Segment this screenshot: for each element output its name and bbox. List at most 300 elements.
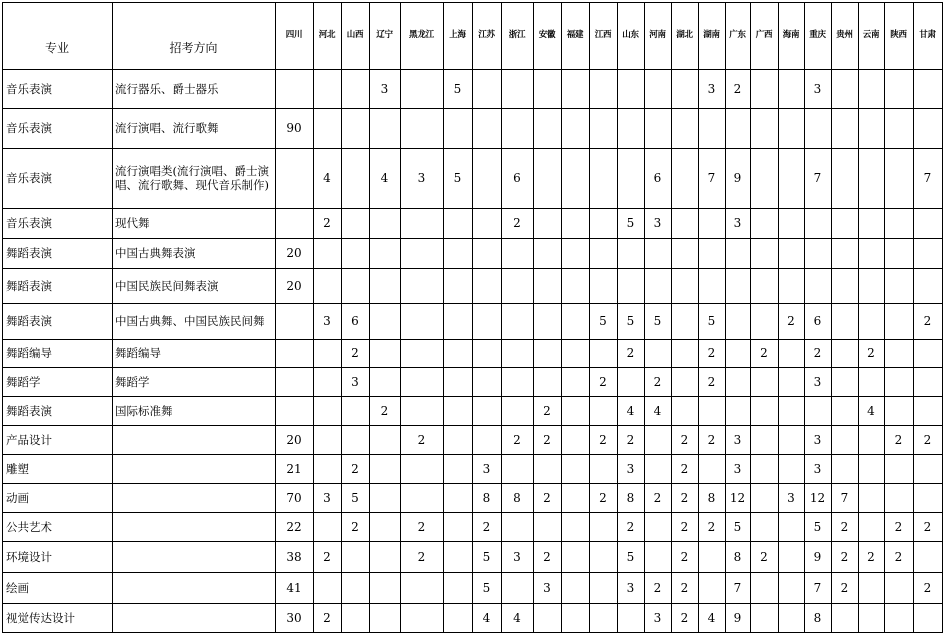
direction-cell: 流行演唱类(流行演唱、爵士演唱、流行歌舞、现代音乐制作) [115, 164, 269, 192]
header-province: 陕西 [890, 30, 907, 40]
quota-cell [858, 238, 884, 268]
quota-cell [750, 208, 778, 238]
major-cell: 雕塑 [6, 461, 29, 476]
quota-cell [750, 303, 778, 339]
quota-cell: 2 [840, 549, 849, 564]
quota-cell: 7 [733, 580, 742, 595]
quota-cell [913, 208, 942, 238]
quota-cell: 2 [840, 580, 849, 595]
quota-cell [617, 238, 644, 268]
direction-cell [112, 454, 275, 483]
quota-cell [750, 108, 778, 148]
quota-cell [400, 396, 443, 425]
quota-cell [858, 603, 884, 632]
quota-cell [884, 303, 913, 339]
quota-cell [443, 396, 472, 425]
quota-cell: 3 [653, 610, 662, 625]
quota-cell [369, 108, 400, 148]
quota-cell [443, 541, 472, 572]
quota-cell [778, 425, 804, 454]
direction-cell: 舞蹈编导 [115, 346, 161, 360]
quota-cell [884, 268, 913, 303]
quota-cell: 2 [680, 490, 689, 505]
quota-cell [341, 603, 369, 632]
header-direction: 招考方向 [169, 41, 218, 55]
quota-cell: 3 [813, 432, 822, 447]
major-cell: 环境设计 [6, 549, 52, 564]
direction-cell [112, 572, 275, 603]
quota-cell: 20 [286, 278, 302, 293]
quota-cell [725, 303, 750, 339]
quota-cell [533, 108, 561, 148]
quota-cell [400, 208, 443, 238]
quota-cell: 2 [923, 432, 932, 447]
quota-cell [698, 541, 725, 572]
quota-cell: 2 [760, 549, 768, 564]
quota-cell [778, 208, 804, 238]
quota-cell [341, 208, 369, 238]
quota-cell [341, 108, 369, 148]
quota-cell [671, 396, 698, 425]
quota-cell [589, 339, 617, 367]
quota-cell [589, 512, 617, 541]
quota-cell [831, 396, 858, 425]
quota-cell [725, 367, 750, 396]
quota-cell: 2 [380, 403, 389, 418]
quota-cell [533, 69, 561, 108]
quota-cell [778, 367, 804, 396]
quota-cell: 2 [680, 519, 689, 534]
quota-cell: 2 [323, 549, 331, 564]
quota-cell [501, 339, 533, 367]
quota-cell: 4 [626, 403, 635, 418]
quota-cell [443, 303, 472, 339]
quota-cell [671, 69, 698, 108]
header-province: 云南 [862, 30, 880, 40]
quota-cell: 2 [323, 610, 331, 625]
quota-cell [617, 108, 644, 148]
grid-line-horizontal [2, 425, 943, 426]
quota-cell [778, 238, 804, 268]
grid-line-vertical [112, 2, 113, 633]
quota-cell [561, 303, 589, 339]
quota-cell [561, 208, 589, 238]
quota-cell: 4 [653, 403, 662, 418]
direction-cell: 流行器乐、爵士器乐 [115, 81, 219, 96]
quota-cell: 3 [813, 374, 822, 389]
quota-cell [443, 238, 472, 268]
quota-cell [778, 148, 804, 208]
quota-cell: 3 [787, 490, 795, 505]
major-cell: 视觉传达设计 [6, 610, 75, 625]
quota-cell [778, 603, 804, 632]
quota-cell [472, 396, 501, 425]
quota-cell [671, 208, 698, 238]
grid-line-horizontal [2, 69, 943, 70]
quota-cell [750, 483, 778, 512]
quota-cell [884, 108, 913, 148]
quota-cell [644, 512, 671, 541]
quota-cell [313, 238, 341, 268]
major-cell: 音乐表演 [6, 216, 52, 230]
quota-cell: 12 [729, 490, 746, 505]
quota-cell: 3 [351, 374, 359, 389]
quota-cell [589, 268, 617, 303]
header-province: 四川 [285, 30, 303, 40]
quota-cell: 5 [453, 171, 462, 185]
quota-cell: 3 [513, 549, 521, 564]
quota-cell [589, 541, 617, 572]
quota-cell [369, 339, 400, 367]
quota-cell [400, 303, 443, 339]
quota-cell [501, 454, 533, 483]
quota-cell: 8 [733, 549, 742, 564]
quota-cell [913, 69, 942, 108]
quota-cell: 2 [680, 580, 689, 595]
grid-line-vertical [778, 2, 779, 633]
grid-line-vertical [369, 2, 370, 633]
grid-line-vertical [443, 2, 444, 633]
quota-cell [858, 69, 884, 108]
quota-cell: 2 [894, 549, 903, 564]
quota-cell: 3 [813, 81, 822, 96]
quota-cell [501, 108, 533, 148]
quota-cell [750, 425, 778, 454]
quota-cell [858, 303, 884, 339]
quota-cell [858, 208, 884, 238]
quota-cell: 4 [323, 171, 331, 185]
quota-cell [884, 208, 913, 238]
quota-cell [400, 367, 443, 396]
grid-line-horizontal [2, 108, 943, 109]
quota-cell [750, 454, 778, 483]
quota-cell [533, 603, 561, 632]
quota-cell [698, 268, 725, 303]
quota-cell: 5 [482, 580, 491, 595]
quota-cell: 2 [417, 549, 426, 564]
quota-cell: 5 [626, 314, 635, 328]
quota-cell [750, 238, 778, 268]
grid-line-vertical [698, 2, 699, 633]
quota-cell [884, 69, 913, 108]
quota-cell: 2 [707, 374, 716, 389]
quota-cell [443, 572, 472, 603]
quota-cell: 3 [707, 81, 716, 96]
quota-cell: 2 [787, 314, 795, 328]
quota-cell [644, 339, 671, 367]
header-province: 广东 [729, 30, 746, 40]
major-cell: 舞蹈表演 [6, 403, 52, 418]
grid-line-horizontal [2, 603, 943, 604]
quota-cell [778, 512, 804, 541]
quota-cell: 8 [707, 490, 716, 505]
quota-cell [671, 339, 698, 367]
quota-cell: 2 [626, 519, 635, 534]
major-cell: 公共艺术 [6, 519, 52, 534]
quota-cell [804, 268, 831, 303]
quota-cell [589, 108, 617, 148]
quota-cell [501, 268, 533, 303]
direction-cell: 中国古典舞、中国民族民间舞 [115, 314, 265, 328]
quota-cell [313, 69, 341, 108]
grid-line-vertical [617, 2, 618, 633]
quota-cell [400, 339, 443, 367]
quota-cell: 9 [813, 549, 822, 564]
grid-line-horizontal [2, 396, 943, 397]
quota-cell [913, 454, 942, 483]
direction-cell: 舞蹈学 [115, 374, 150, 389]
grid-line-vertical [831, 2, 832, 633]
direction-cell: 流行演唱、流行歌舞 [115, 121, 219, 135]
quota-cell: 5 [351, 490, 359, 505]
quota-cell [750, 396, 778, 425]
quota-cell [617, 148, 644, 208]
header-province: 贵州 [836, 30, 853, 40]
header-province: 黑龙江 [409, 30, 434, 40]
quota-cell [369, 208, 400, 238]
quota-cell: 2 [543, 403, 551, 418]
quota-cell [778, 541, 804, 572]
quota-cell: 3 [482, 461, 491, 476]
quota-cell: 3 [323, 490, 331, 505]
grid-line-vertical [644, 2, 645, 633]
quota-cell [858, 367, 884, 396]
quota-cell: 3 [626, 461, 635, 476]
quota-cell [831, 108, 858, 148]
direction-cell [112, 425, 275, 454]
quota-cell: 2 [351, 519, 359, 534]
quota-cell [400, 483, 443, 512]
quota-cell [501, 69, 533, 108]
quota-cell: 6 [813, 314, 822, 328]
quota-cell: 7 [707, 171, 716, 185]
quota-cell [501, 572, 533, 603]
quota-cell: 2 [707, 346, 716, 360]
quota-cell [443, 208, 472, 238]
quota-cell: 4 [867, 403, 875, 418]
grid-line-horizontal [2, 541, 943, 542]
direction-cell [112, 603, 275, 632]
quota-cell: 2 [707, 432, 716, 447]
quota-cell: 22 [286, 519, 302, 534]
quota-cell [400, 603, 443, 632]
quota-cell: 41 [286, 580, 302, 595]
quota-cell: 2 [543, 432, 551, 447]
quota-cell: 20 [286, 246, 302, 260]
quota-cell [501, 238, 533, 268]
quota-cell [589, 396, 617, 425]
header-province: 江苏 [478, 30, 495, 40]
quota-cell [884, 339, 913, 367]
quota-cell: 2 [653, 374, 662, 389]
quota-cell: 7 [813, 580, 822, 595]
quota-cell [831, 339, 858, 367]
quota-cell [341, 238, 369, 268]
grid-line-vertical [942, 2, 943, 633]
quota-cell [884, 454, 913, 483]
grid-line-vertical [341, 2, 342, 633]
quota-cell [443, 512, 472, 541]
quota-cell [617, 603, 644, 632]
quota-cell: 5 [813, 519, 822, 534]
quota-cell: 6 [513, 171, 521, 185]
quota-cell: 4 [482, 610, 491, 625]
grid-line-horizontal [2, 268, 943, 269]
quota-cell: 7 [840, 490, 849, 505]
quota-cell: 30 [286, 610, 302, 625]
quota-cell [443, 454, 472, 483]
quota-cell [858, 483, 884, 512]
quota-cell [533, 512, 561, 541]
quota-cell [533, 367, 561, 396]
quota-cell [443, 603, 472, 632]
quota-cell [750, 69, 778, 108]
quota-cell [725, 339, 750, 367]
header-province: 安徽 [538, 30, 556, 40]
major-cell: 舞蹈表演 [6, 278, 52, 293]
major-cell: 音乐表演 [6, 171, 52, 185]
quota-cell [369, 603, 400, 632]
quota-cell: 3 [626, 580, 635, 595]
quota-cell [561, 396, 589, 425]
quota-cell [831, 303, 858, 339]
quota-cell: 9 [733, 171, 742, 185]
quota-cell [341, 572, 369, 603]
quota-cell [341, 268, 369, 303]
quota-cell [644, 454, 671, 483]
quota-cell: 6 [351, 314, 359, 328]
quota-cell: 2 [680, 432, 689, 447]
quota-cell [750, 268, 778, 303]
quota-cell: 9 [733, 610, 742, 625]
quota-cell [617, 268, 644, 303]
quota-cell [443, 268, 472, 303]
quota-cell [913, 396, 942, 425]
quota-cell [275, 208, 313, 238]
quota-cell [750, 512, 778, 541]
quota-cell [275, 396, 313, 425]
quota-cell [913, 268, 942, 303]
grid-line-vertical [725, 2, 726, 633]
grid-line-vertical [313, 2, 314, 633]
quota-cell [725, 396, 750, 425]
grid-line-horizontal [2, 512, 943, 513]
quota-cell [501, 367, 533, 396]
grid-line-horizontal [2, 454, 943, 455]
quota-cell [313, 454, 341, 483]
quota-cell: 2 [513, 216, 521, 230]
quota-cell [698, 238, 725, 268]
quota-cell [472, 339, 501, 367]
quota-cell: 2 [513, 432, 521, 447]
quota-cell: 2 [840, 519, 849, 534]
header-province: 广西 [755, 30, 773, 40]
grid-line-vertical [884, 2, 885, 633]
direction-cell [112, 483, 275, 512]
quota-cell [858, 108, 884, 148]
quota-cell: 90 [286, 121, 302, 135]
quota-cell [341, 396, 369, 425]
grid-line-vertical [533, 2, 534, 633]
quota-cell [804, 108, 831, 148]
quota-cell [831, 208, 858, 238]
quota-cell [725, 268, 750, 303]
quota-cell: 2 [894, 432, 903, 447]
quota-cell: 3 [733, 216, 742, 230]
direction-cell: 国际标准舞 [115, 403, 173, 418]
quota-cell: 5 [453, 81, 462, 96]
quota-cell [369, 268, 400, 303]
quota-cell [501, 512, 533, 541]
quota-cell [341, 541, 369, 572]
quota-cell: 70 [286, 490, 302, 505]
quota-cell [533, 339, 561, 367]
quota-cell [472, 208, 501, 238]
quota-cell: 3 [380, 81, 389, 96]
quota-cell: 8 [626, 490, 635, 505]
grid-line-vertical [858, 2, 859, 633]
grid-line-vertical [589, 2, 590, 633]
quota-cell [341, 425, 369, 454]
quota-cell: 2 [813, 346, 822, 360]
quota-cell [831, 148, 858, 208]
header-province: 甘肃 [919, 30, 936, 40]
quota-cell: 2 [653, 490, 662, 505]
quota-cell [858, 454, 884, 483]
quota-cell: 3 [733, 432, 742, 447]
quota-cell [313, 367, 341, 396]
quota-cell [369, 303, 400, 339]
header-province: 河北 [318, 30, 336, 40]
quota-cell [341, 69, 369, 108]
quota-cell: 2 [867, 346, 875, 360]
quota-cell [671, 108, 698, 148]
quota-cell [313, 268, 341, 303]
header-province: 河南 [649, 30, 666, 40]
grid-line-vertical [561, 2, 562, 633]
quota-cell: 2 [733, 81, 742, 96]
header-province: 海南 [782, 30, 800, 40]
grid-line-vertical [400, 2, 401, 633]
quota-cell: 2 [923, 314, 932, 328]
quota-cell: 2 [680, 610, 689, 625]
header-major: 专业 [44, 41, 69, 55]
quota-cell: 2 [417, 432, 426, 447]
grid-line-vertical [671, 2, 672, 633]
quota-cell [884, 483, 913, 512]
quota-cell: 2 [653, 580, 662, 595]
direction-cell: 现代舞 [115, 216, 150, 230]
quota-cell [913, 483, 942, 512]
quota-cell [561, 541, 589, 572]
quota-cell [778, 268, 804, 303]
quota-cell [831, 454, 858, 483]
quota-cell [913, 339, 942, 367]
quota-cell [671, 367, 698, 396]
quota-cell: 8 [513, 490, 521, 505]
quota-cell [778, 572, 804, 603]
quota-cell [778, 396, 804, 425]
major-cell: 音乐表演 [6, 81, 52, 96]
quota-cell [313, 396, 341, 425]
quota-cell [533, 454, 561, 483]
header-province: 浙江 [508, 30, 526, 40]
quota-cell [913, 603, 942, 632]
major-cell: 音乐表演 [6, 121, 52, 135]
quota-cell [589, 454, 617, 483]
header-province: 福建 [566, 30, 584, 40]
quota-cell [750, 367, 778, 396]
